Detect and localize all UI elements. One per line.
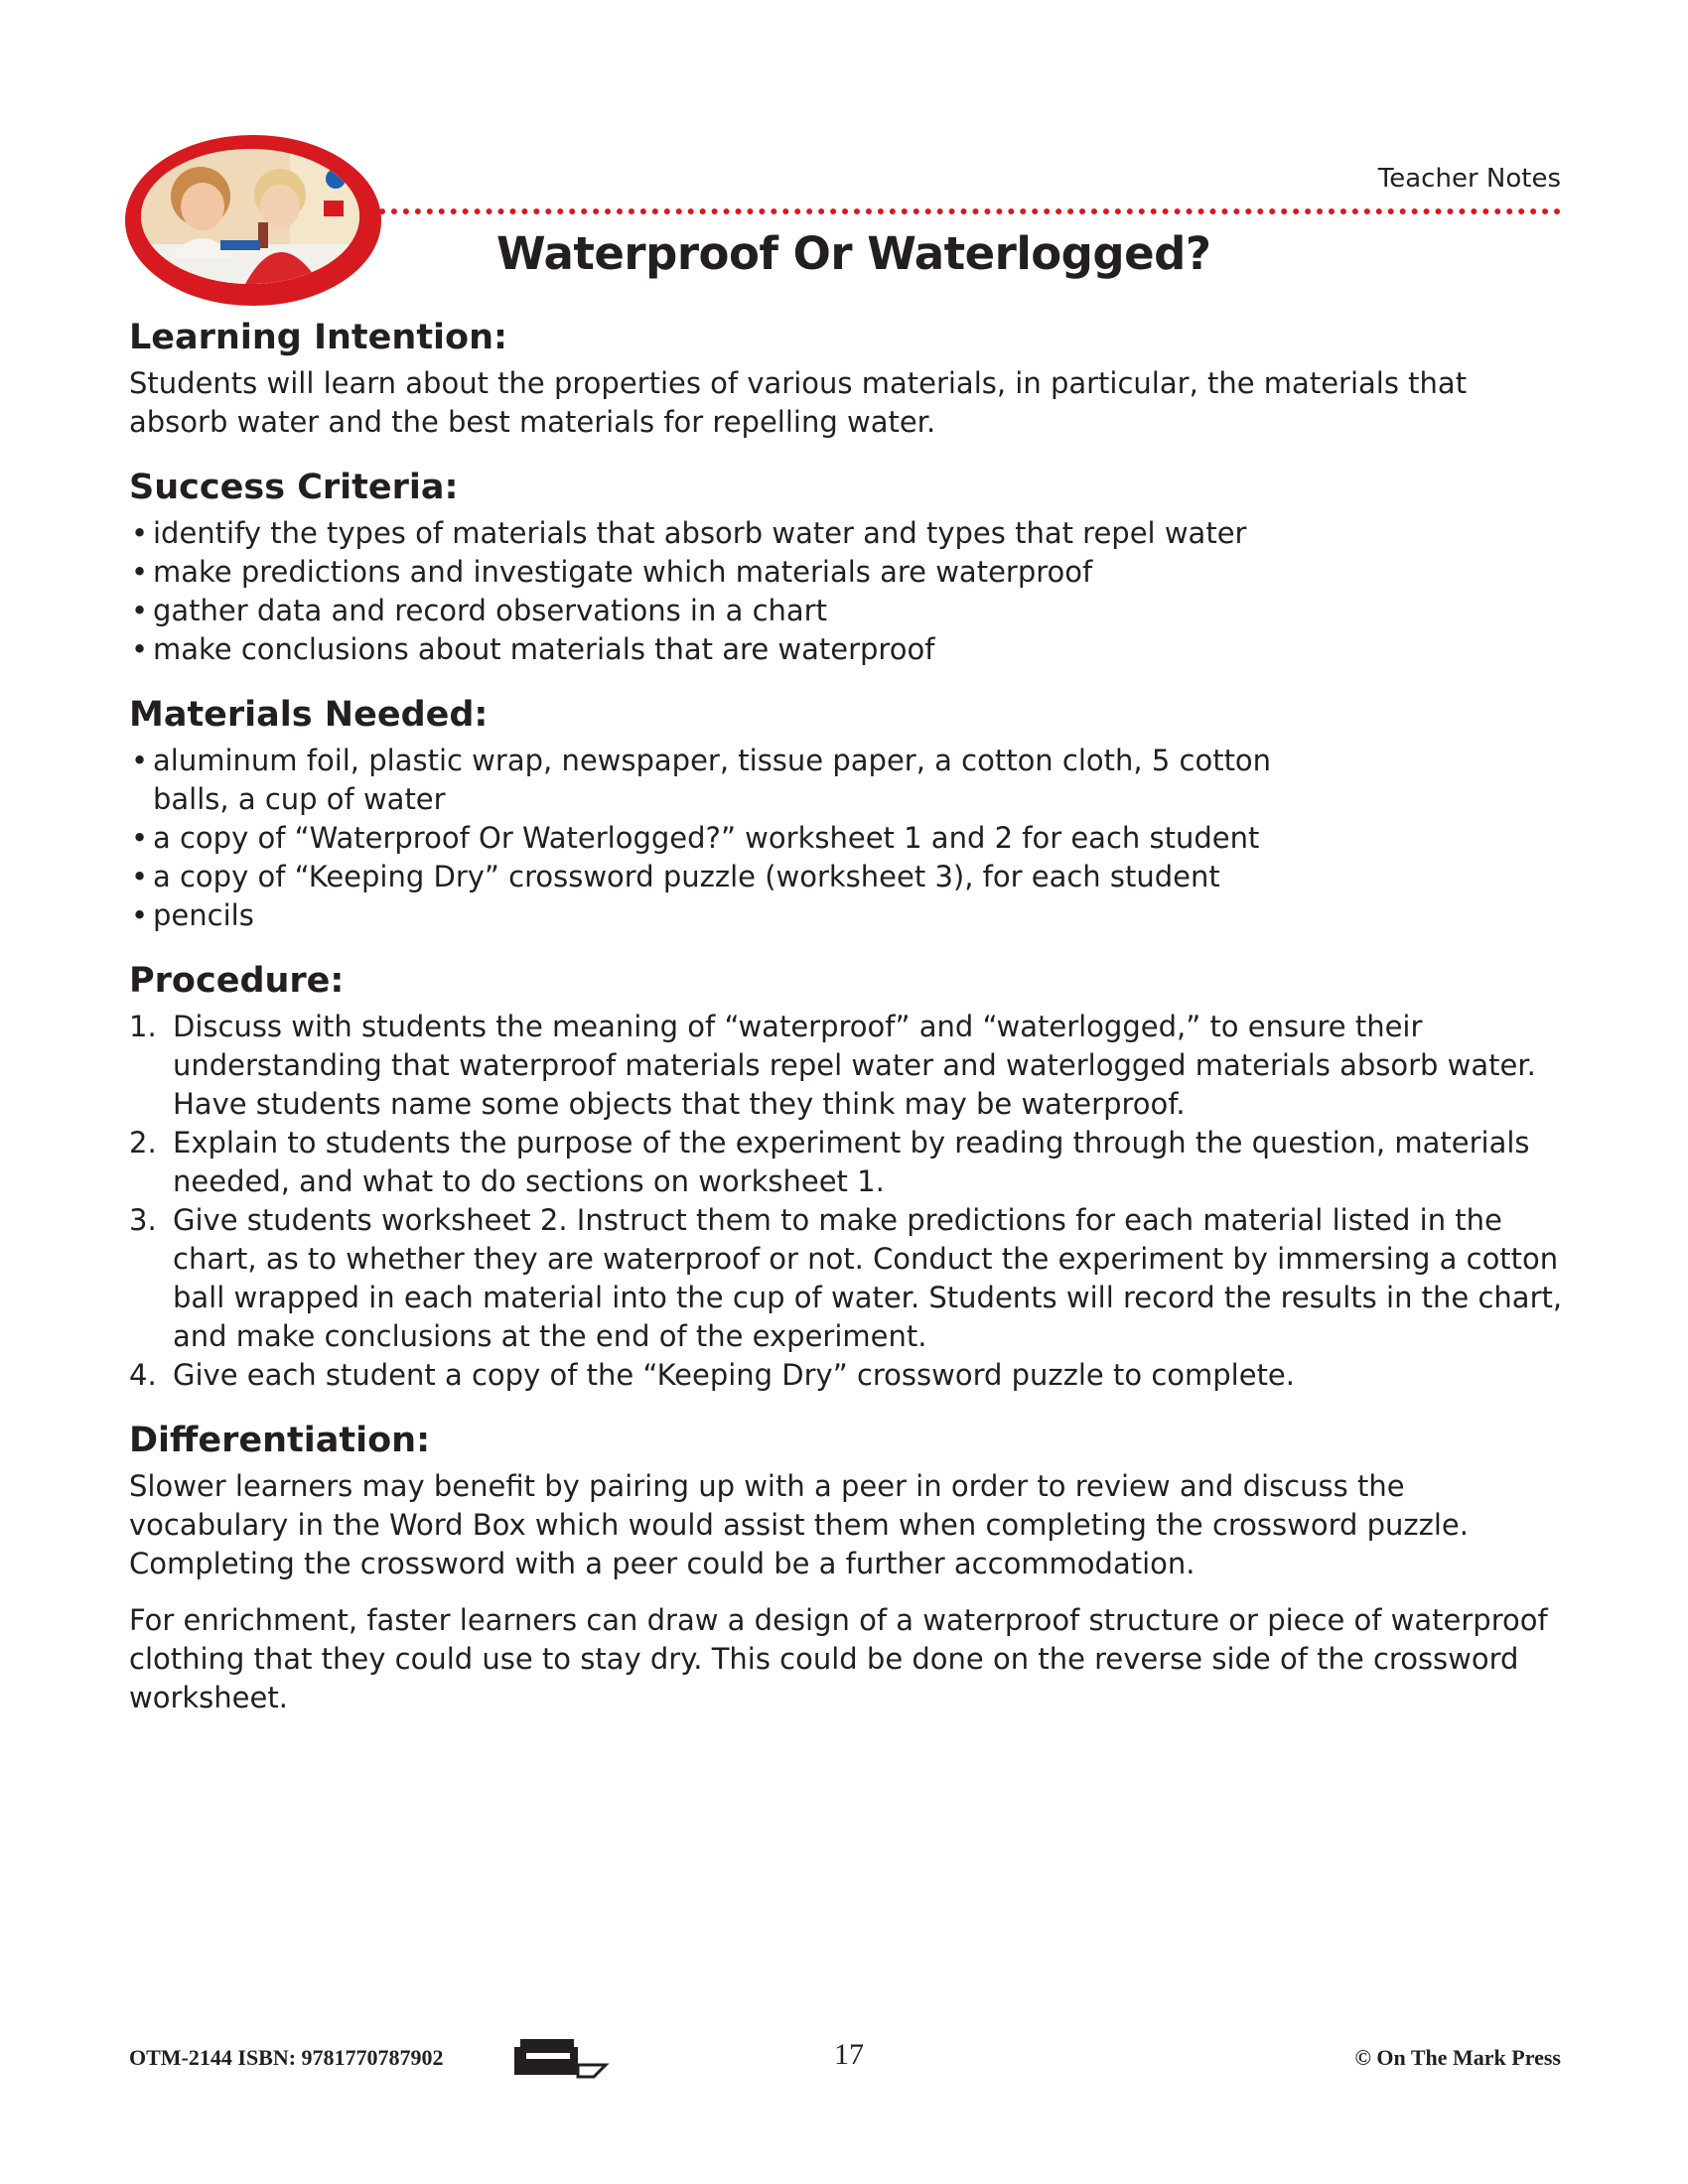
success-criteria-section bbox=[129, 466, 1569, 669]
procedure-steps bbox=[129, 1008, 1569, 1395]
procedure-step bbox=[129, 1124, 1569, 1201]
materials-needed-section bbox=[129, 693, 1569, 935]
step-text: Explain to students the purpose of the experiment by reading through the question, materials needed, and what to do sections on worksheet 1. bbox=[173, 1126, 1530, 1198]
step-number: 1. bbox=[129, 1010, 157, 1043]
list-item: • identify the types of materials that absorb water and types that repel water bbox=[129, 514, 1569, 553]
teacher-notes-label: Teacher Notes bbox=[1377, 164, 1561, 194]
footer-isbn: OTM-2144 ISBN: 9781770787902 bbox=[129, 2045, 444, 2070]
step-number: 2. bbox=[129, 1126, 157, 1160]
differentiation-section bbox=[129, 1419, 1569, 1717]
main-content bbox=[129, 316, 1569, 1741]
header-photo-frame bbox=[125, 135, 381, 306]
page-title: Waterproof Or Waterlogged? bbox=[496, 227, 1211, 280]
learning-intention-text: Students will learn about the properties of various materials, in particular, the materials that absorb water and the best materials for repelling water. bbox=[129, 366, 1468, 439]
materials-needed-heading: Materials Needed: bbox=[129, 695, 489, 735]
footer-copyright: © On The Mark Press bbox=[1354, 2045, 1561, 2070]
differentiation-heading: Differentiation: bbox=[129, 1421, 431, 1460]
list-item: • make conclusions about materials that are waterproof bbox=[129, 630, 1569, 669]
procedure-section bbox=[129, 959, 1569, 1395]
step-text: Give students worksheet 2. Instruct them to make predictions for each material listed in the chart, as to whether they are waterproof or not. Conduct the experiment by immersing a cotton ball wrapped in each material into the cup of water. Students will record the results in the chart, and make conclusions at the end of the experiment. bbox=[173, 1203, 1563, 1353]
step-text: Give each student a copy of the “Keeping Dry” crossword puzzle to complete. bbox=[173, 1358, 1295, 1392]
list-item: • a copy of “Waterproof Or Waterlogged?” worksheet 1 and 2 for each student bbox=[129, 819, 1321, 858]
learning-intention-section bbox=[129, 316, 1569, 442]
materials-list bbox=[129, 742, 1321, 935]
list-item: • aluminum foil, plastic wrap, newspaper, tissue paper, a cotton cloth, 5 cotton balls, a cup of water bbox=[129, 742, 1321, 819]
photocopier-icon bbox=[510, 2035, 610, 2081]
list-item: • gather data and record observations in a chart bbox=[129, 592, 1569, 630]
procedure-step bbox=[129, 1008, 1569, 1124]
list-item: • a copy of “Keeping Dry” crossword puzzle (worksheet 3), for each student bbox=[129, 858, 1321, 896]
step-number: 3. bbox=[129, 1203, 157, 1237]
enrichment-paragraph: For enrichment, faster learners can draw a design of a waterproof structure or piece of waterproof clothing that they could use to stay dry. This could be done on the reverse side of the crossword worksheet. bbox=[129, 1603, 1548, 1714]
procedure-step bbox=[129, 1356, 1569, 1395]
learning-intention-heading: Learning Intention: bbox=[129, 318, 508, 357]
procedure-step bbox=[129, 1201, 1569, 1356]
list-item: • pencils bbox=[129, 896, 1321, 935]
differentiation-paragraph: Slower learners may benefit by pairing up with a peer in order to review and discuss the vocabulary in the Word Box which would assist them when completing the crossword puzzle. Completing the crossword with a peer could be a further accommodation. bbox=[129, 1469, 1469, 1580]
step-number: 4. bbox=[129, 1358, 157, 1392]
list-item: • make predictions and investigate which materials are waterproof bbox=[129, 553, 1569, 592]
dotted-divider bbox=[379, 208, 1561, 214]
procedure-heading: Procedure: bbox=[129, 961, 345, 1001]
page-number: 17 bbox=[834, 2038, 864, 2071]
step-text: Discuss with students the meaning of “waterproof” and “waterlogged,” to ensure their understanding that waterproof materials repel water and waterlogged materials absorb water. Have students name some objects that they think may be waterproof. bbox=[173, 1010, 1536, 1121]
success-criteria-heading: Success Criteria: bbox=[129, 468, 459, 507]
success-criteria-list bbox=[129, 514, 1569, 669]
children-experimenting-photo bbox=[141, 149, 359, 284]
